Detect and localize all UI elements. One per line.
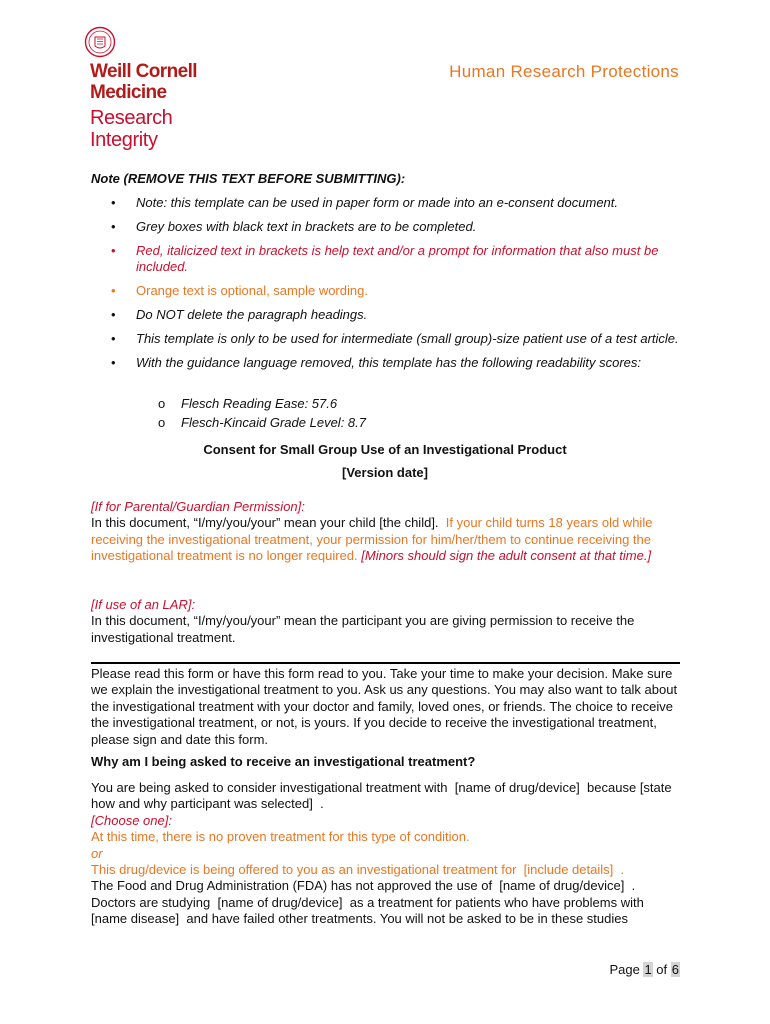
version-date: [Version date]: [342, 465, 428, 480]
fillable-drug-name[interactable]: [name of drug/device]: [454, 780, 580, 795]
cornell-seal-logo: [84, 26, 116, 58]
fillable-drug-name[interactable]: [name of drug/device]: [499, 878, 625, 894]
body-text: .: [320, 796, 324, 812]
fillable-selection-reason[interactable]: [state how and why participant was selected]: [91, 780, 672, 812]
body-text: because: [587, 780, 637, 795]
page-number: [609, 962, 680, 977]
parental-permission-section: [91, 499, 681, 565]
fillable-details[interactable]: [include details]: [523, 862, 614, 878]
list-item: • Do NOT delete the paragraph headings.: [111, 307, 368, 322]
lar-text: In this document, “I/my/you/your” mean the participant you are giving permission to receive the investigational treatment.: [91, 613, 635, 645]
page-word: Page: [609, 962, 640, 977]
of-word: of: [656, 962, 668, 977]
fillable-disease-name[interactable]: [name disease]: [91, 911, 180, 927]
lar-section: [91, 597, 681, 646]
brand-line-2: Medicine: [90, 82, 167, 103]
section-body: [91, 780, 681, 928]
brand-line-3: Research: [90, 107, 173, 129]
brand-line-4: Integrity: [90, 129, 158, 151]
body-text: Doctors are studying: [91, 894, 211, 910]
fillable-drug-name[interactable]: [name of drug/device]: [217, 894, 343, 910]
body-text: and have failed other treatments. You will not be asked to be in these studies: [186, 911, 628, 927]
readability-scores-list: [158, 396, 366, 434]
list-item: o Flesch-Kincaid Grade Level: 8.7: [158, 415, 366, 430]
department-title: Human Research Protections: [449, 62, 679, 81]
current-page: 1: [644, 962, 652, 977]
body-text: as a treatment for patients who have problems with: [349, 894, 644, 910]
list-item: • Orange text is optional, sample wording.: [111, 283, 368, 298]
institution-logo: [90, 62, 197, 152]
divider: [91, 662, 680, 664]
parental-label: [If for Parental/Guardian Permission]:: [91, 499, 305, 514]
list-item: • Note: this template can be used in paper form or made into an e-consent document.: [111, 195, 618, 210]
option-text: .: [620, 862, 625, 878]
list-item: • Red, italicized text in brackets is help text and/or a prompt for information that also must be included.: [111, 243, 659, 274]
section-heading: Why am I being asked to receive an investigational treatment?: [91, 754, 476, 769]
document-title: Consent for Small Group Use of an Investigational Product: [203, 442, 567, 457]
body-text: The Food and Drug Administration (FDA) has not approved the use of: [91, 878, 493, 894]
choose-one-label: [Choose one]:: [91, 812, 172, 828]
list-item: • With the guidance language removed, this template has the following readability scores:: [111, 355, 642, 370]
list-item: o Flesch Reading Ease: 57.6: [158, 396, 338, 411]
or-text: or: [91, 845, 103, 861]
brand-line-1: Weill Cornell: [90, 61, 197, 82]
body-text: You are being asked to consider investigational treatment with: [91, 780, 448, 795]
option-text: This drug/device is being offered to you as an investigational treatment for: [91, 862, 517, 878]
parental-help-text: [Minors should sign the adult consent at that time.]: [361, 548, 652, 564]
parental-optional-text: If your child turns 18 years old while receiving the investigational treatment, your permission for him/her/them to continue receiving the investigational treatment is no longer required.: [91, 515, 653, 564]
note-title: Note (REMOVE THIS TEXT BEFORE SUBMITTING):: [91, 171, 406, 186]
list-item: • This template is only to be used for intermediate (small group)-size patient use of a test article.: [111, 331, 679, 346]
parental-text: In this document, “I/my/you/your” mean your child [the child].: [91, 515, 439, 531]
list-item: • Grey boxes with black text in brackets are to be completed.: [111, 219, 477, 234]
option-text: At this time, there is no proven treatment for this type of condition.: [91, 829, 470, 845]
lar-label: [If use of an LAR]:: [91, 597, 196, 612]
intro-paragraph: Please read this form or have this form read to you. Take your time to make your decision. Make sure we explain the investigational treatment to you. Ask us any questions. You may also want to talk about the investigational treatment with your doctor and family, loved ones, or friends. The choice to receive the investigational treatment, or not, is yours. If you decide to receive the investigational treatment, please sign and date this form.: [91, 666, 678, 747]
total-pages: 6: [671, 962, 679, 977]
body-text: .: [631, 878, 636, 894]
note-bullet-list: [111, 195, 681, 379]
